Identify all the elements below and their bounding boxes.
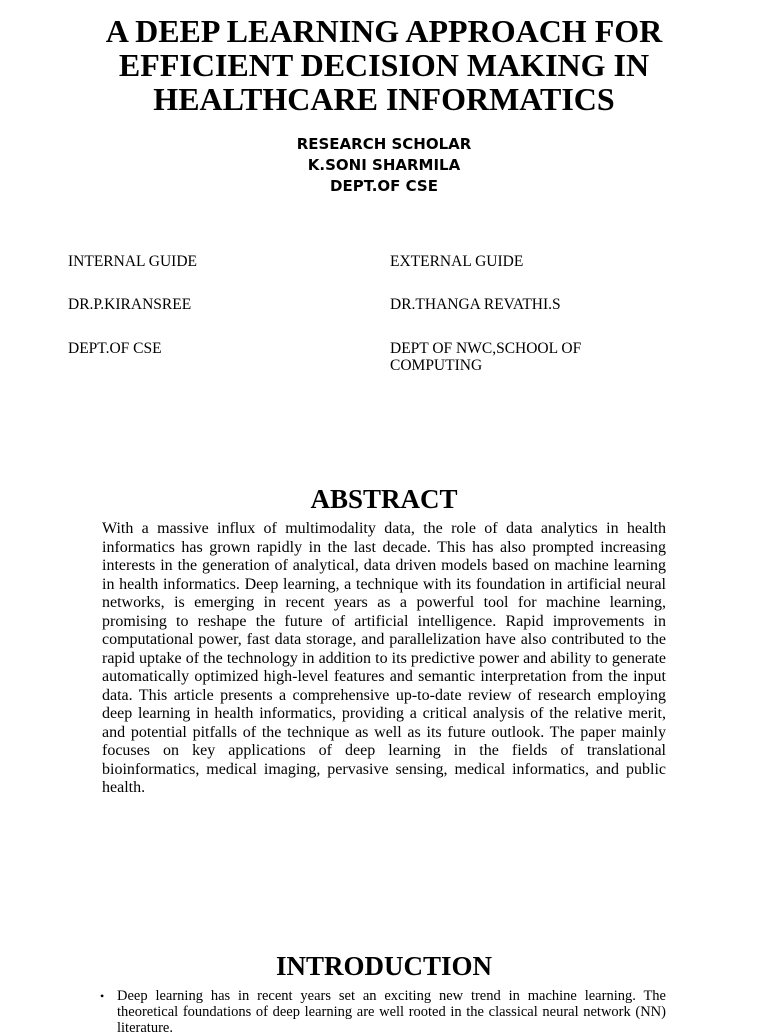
- abstract-body: With a massive influx of multimodality data, the role of data analytics in health informatics has grown rapidly in the last decade. This has also prompted increasing interests in the generation of analytical, data driven models based on machine learning in health informatics. Deep learning, a technique with its foundation in artificial neural networks, is emerging in recent years as a powerful tool for machine learning, promising to reshape the future of artificial intelligence. Rapid improvements in computational power, fast data storage, and parallelization have also contributed to the rapid uptake of the technology in addition to its predictive power and ability to generate automatically optimized high-level features and semantic interpretation from the input data. This article presents a comprehensive up-to-date review of research employing deep learning in health informatics, providing a critical analysis of the relative merit, and potential pitfalls of the technique as well as its future outlook. The paper mainly focuses on key applications of deep learning in the fields of translational bioinformatics, medical imaging, pervasive sensing, medical informatics, and public health.: [102, 520, 666, 796]
- document-title: [60, 14, 708, 116]
- bullet-icon: •: [100, 989, 105, 1003]
- scholar-role: RESEARCH SCHOLAR: [296, 135, 472, 153]
- title-line: HEALTHCARE INFORMATICS: [153, 81, 615, 117]
- external-guide-label: EXTERNAL GUIDE: [390, 253, 524, 270]
- internal-guide-name: DR.P.KIRANSREE: [68, 296, 192, 313]
- title-line: EFFICIENT DECISION MAKING IN: [118, 47, 650, 83]
- scholar-block: [184, 134, 584, 197]
- introduction-item-text: Deep learning has in recent years set an exciting new trend in machine learning. The theoretical foundations of deep learning are well rooted in the classical neural network (NN) literature.: [117, 988, 666, 1036]
- introduction-item: [100, 988, 666, 1036]
- title-line: A DEEP LEARNING APPROACH FOR: [105, 13, 663, 49]
- introduction-list: [100, 988, 666, 1036]
- external-guide-name: DR.THANGA REVATHI.S: [390, 296, 561, 313]
- introduction-heading: INTRODUCTION: [275, 951, 493, 981]
- abstract-heading: ABSTRACT: [310, 484, 458, 514]
- internal-guide-label: INTERNAL GUIDE: [68, 253, 197, 270]
- external-guide-dept: DEPT OF NWC,SCHOOL OF COMPUTING: [390, 340, 582, 374]
- internal-guide-dept: DEPT.OF CSE: [68, 340, 162, 357]
- scholar-dept: DEPT.OF CSE: [330, 177, 438, 195]
- scholar-name: K.SONI SHARMILA: [307, 156, 461, 174]
